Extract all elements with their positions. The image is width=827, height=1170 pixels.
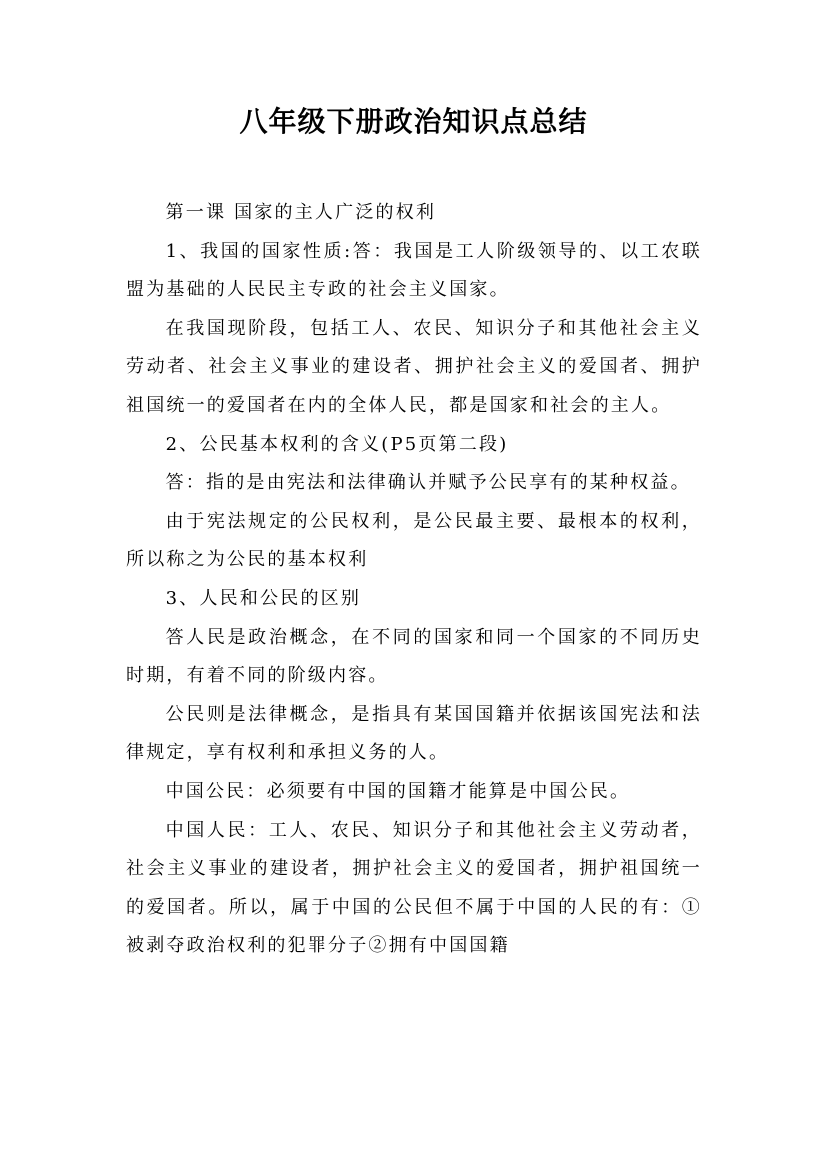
paragraph: 由于宪法规定的公民权利，是公民最主要、最根本的权利，所以称之为公民的基本权利 (126, 510, 702, 571)
paragraph: 公民则是法律概念，是指具有某国国籍并依据该国宪法和法律规定，享有权利和承担义务的人。 (126, 703, 702, 764)
section-heading: 第一课 国家的主人广泛的权利 (165, 202, 437, 223)
paragraph: 中国人民：工人、农民、知识分子和其他社会主义劳动者，社会主义事业的建设者，拥护社会主义的爱国者，拥护祖国统一的爱国者。所以，属于中国的公民但不属于中国的人民的有：① 被剥夺政治权利的犯罪分子②拥有中国国籍 (126, 819, 702, 957)
document-title: 八年级下册政治知识点总结 (239, 105, 588, 138)
paragraph: 答：指的是由宪法和法律确认并赋予公民享有的某种权益。 (165, 472, 691, 494)
question-heading: 2、公民基本权利的含义(P5页第二段) (165, 433, 509, 455)
document-body (126, 194, 702, 966)
paragraph: 1、我国的国家性质:答：我国是工人阶级领导的、以工农联盟为基础的人民民主专政的社会主义国家。 (126, 240, 702, 301)
question-heading: 3、人民和公民的区别 (165, 587, 362, 609)
paragraph: 答人民是政治概念，在不同的国家和同一个国家的不同历史时期，有着不同的阶级内容。 (126, 626, 702, 687)
paragraph: 在我国现阶段，包括工人、农民、知识分子和其他社会主义劳动者、社会主义事业的建设者、拥护社会主义的爱国者、拥护祖国统一的爱国者在内的全体人民，都是国家和社会的主人。 (126, 317, 702, 416)
paragraph: 中国公民：必须要有中国的国籍才能算是中国公民。 (165, 780, 631, 802)
